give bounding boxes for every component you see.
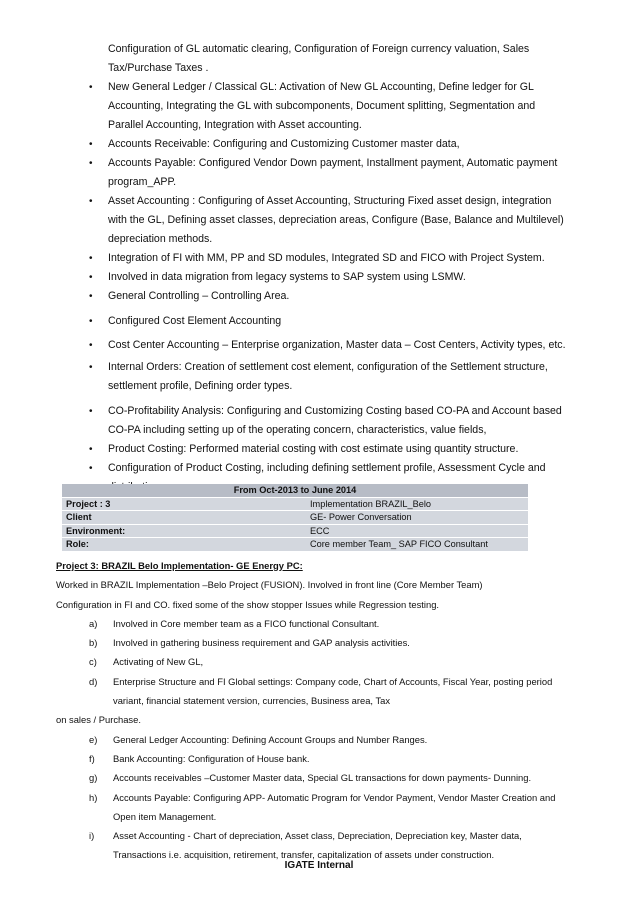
row-label: Role: [62, 538, 306, 551]
project3-title: Project 3: BRAZIL Belo Implementation- GE Energy PC: [56, 560, 303, 571]
list-item: g) Accounts receivables –Customer Master data, Special GL transactions for down payments- Dunning. [89, 772, 532, 784]
table-header: From Oct-2013 to June 2014 [62, 484, 528, 497]
skills-section [86, 40, 566, 497]
bullet-icon: • [89, 253, 93, 264]
list-item: d) Enterprise Structure and FI Global settings: Company code, Chart of Accounts, Fiscal Year, posting period variant, financial statement version, currencies, Business area, Tax [89, 675, 553, 707]
list-item: e) General Ledger Accounting: Defining Account Groups and Number Ranges. [89, 733, 428, 745]
list-item: a) Involved in Core member team as a FICO functional Consultant. [89, 617, 380, 629]
table-row [62, 497, 528, 511]
project3-section [56, 556, 576, 865]
bullet-icon: • [89, 444, 93, 455]
project3-list [56, 614, 576, 710]
row-label: Environment: [62, 524, 306, 538]
bullet-icon: • [89, 196, 93, 207]
table-header-row [62, 484, 528, 497]
page-footer: IGATE Internal [284, 860, 354, 871]
bullet-icon: • [89, 82, 93, 93]
table-row [62, 524, 528, 538]
row-label: Client [62, 511, 306, 525]
list-item: • New General Ledger / Classical GL: Activation of New GL Accounting, Define ledger for GL Accounting, Integrating the GL with subcomponents, Document splitting, Segmentation and Parallel Accounting, Integration with Asset accounting. [86, 78, 566, 135]
list-item: • Asset Accounting : Configuring of Asset Accounting, Structuring Fixed asset design, integration with the GL, Defining asset classes, depreciation areas, Configure (Base, Balance and Multilevel) depreciation methods. [86, 192, 566, 249]
table-row [62, 511, 528, 525]
bullet-icon: • [89, 291, 93, 302]
list-item: • CO-Profitability Analysis: Configuring and Customizing Costing based CO-PA and Account based CO-PA including setting up of the operating concern, characteristics, value fields, [86, 402, 566, 440]
list-item: • Accounts Receivable: Configuring and Customizing Customer master data, [86, 135, 566, 154]
row-value: ECC [306, 524, 528, 538]
project3-list-continued [56, 730, 576, 865]
list-item: h) Accounts Payable: Configuring APP- Automatic Program for Vendor Payment, Vendor Master Creation and Open item Management. [89, 791, 556, 822]
list-item: i) Asset Accounting - Chart of depreciation, Asset class, Depreciation, Depreciation key, Master data, Transactions i.e. acquisition, retirement, transfer, capitalization of assets under construction. [89, 830, 522, 861]
bullet-icon: • [89, 316, 93, 327]
row-value: GE- Power Conversation [306, 511, 528, 525]
list-item: • Accounts Payable: Configured Vendor Down payment, Installment payment, Automatic payment program_APP. [86, 154, 566, 192]
list-item: • Configuration of Product Costing, including defining settlement profile, Assessment Cycle and [86, 459, 566, 497]
bullet-icon: • [89, 340, 93, 351]
project-table [62, 484, 528, 551]
bullet-icon: • [89, 272, 93, 283]
table-row [62, 538, 528, 551]
bullet-icon: • [89, 406, 93, 417]
list-item: c) Activating of New GL, [89, 656, 204, 668]
row-value: Implementation BRAZIL_Belo [306, 497, 528, 511]
bullet-icon: • [89, 139, 93, 150]
project3-intro: Configuration in FI and CO. fixed some of the show stopper Issues while Regression testing. [56, 598, 440, 610]
list-item: • Integration of FI with MM, PP and SD modules, Integrated SD and FICO with Project System. [86, 249, 566, 268]
list-item: • Configured Cost Element Accounting [86, 312, 566, 331]
list-item: f) Bank Accounting: Configuration of House bank. [89, 752, 310, 764]
project3-intro: Worked in BRAZIL Implementation –Belo Project (FUSION). Involved in front line (Core Member Team) [56, 579, 483, 591]
row-label: Project : 3 [62, 497, 306, 511]
row-value: Core member Team_ SAP FICO Consultant [306, 538, 528, 551]
list-item: • Cost Center Accounting – Enterprise organization, Master data – Cost Centers, Activity types, etc. [89, 339, 566, 351]
bullet-icon: • [89, 158, 93, 169]
skills-list [86, 78, 566, 497]
list-item: • Involved in data migration from legacy systems to SAP system using LSMW. [86, 268, 566, 287]
list-item: • Product Costing: Performed material costing with cost estimate using quantity structure. [86, 440, 566, 459]
bullet-icon: • [89, 362, 93, 373]
list-item: • General Controlling – Controlling Area. [86, 287, 566, 306]
continuation-text: Configuration of GL automatic clearing, Configuration of Foreign currency valuation, Sales Tax/Purchase Taxes . [108, 43, 530, 74]
list-item: b) Involved in gathering business requirement and GAP analysis activities. [89, 637, 410, 649]
list-item: • Internal Orders: Creation of settlement cost element, configuration of the Settlement structure, settlement profile, Defining order types. [86, 358, 566, 396]
bullet-icon: • [89, 463, 93, 474]
continuation-text: on sales / Purchase. [56, 714, 141, 726]
